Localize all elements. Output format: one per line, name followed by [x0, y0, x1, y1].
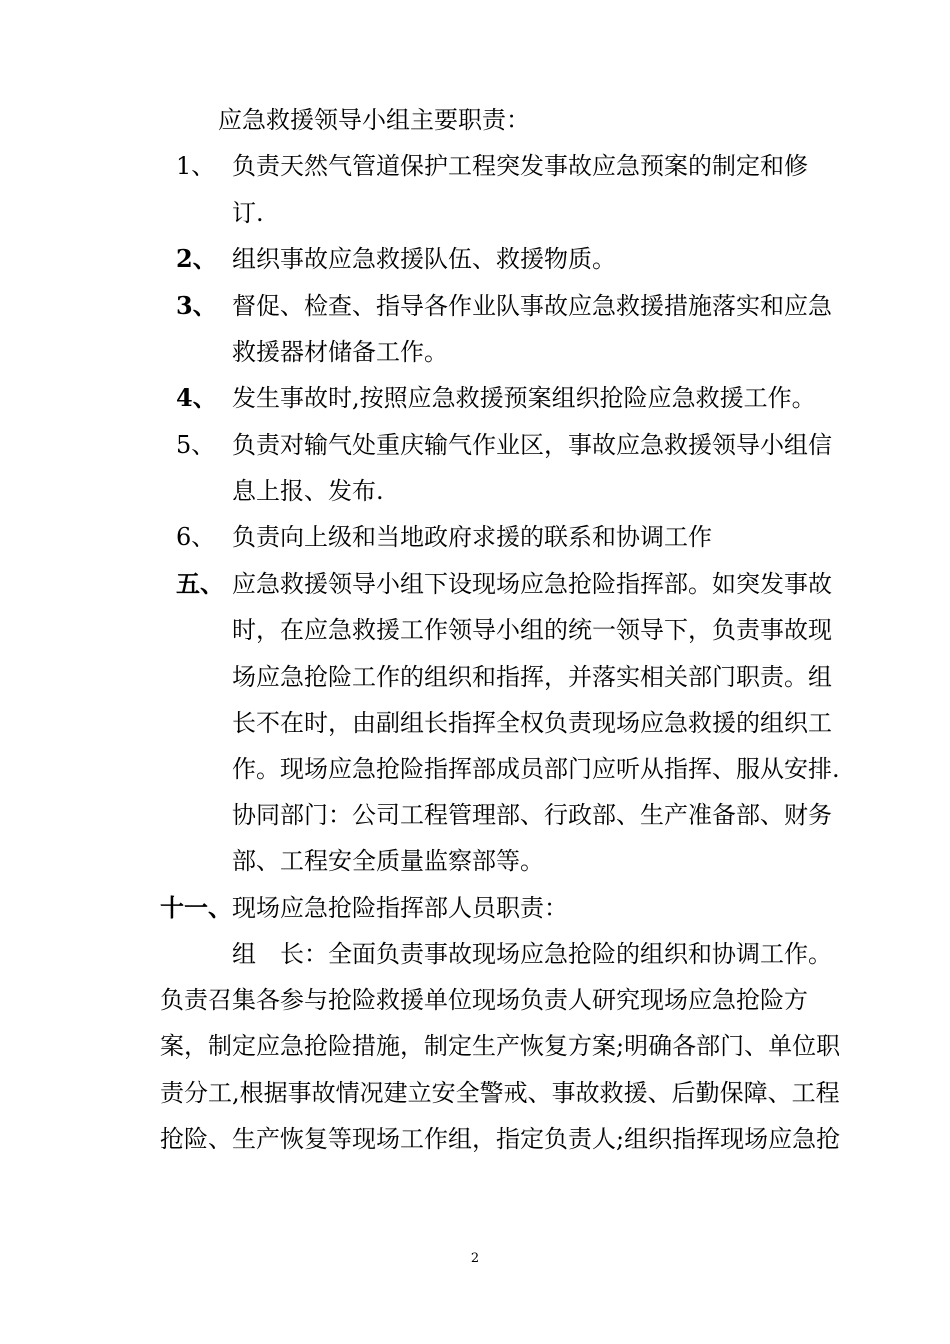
section-line: 作。现场应急抢险指挥部成员部门应听从指挥、服从安排.	[232, 755, 840, 783]
page-number: 2	[470, 1251, 480, 1266]
section-number: 十一、	[160, 893, 232, 922]
list-number: 6、	[176, 523, 216, 551]
list-item-line: 负责天然气管道保护工程突发事故应急预案的制定和修	[232, 152, 808, 180]
paragraph-line: 组 长：全面负责事故现场应急抢险的组织和协调工作。	[232, 940, 832, 968]
list-item-line: 督促、检查、指导各作业队事故应急救援措施落实和应急	[232, 292, 832, 320]
section-title: 现场应急抢险指挥部人员职责：	[232, 894, 568, 922]
list-number: 1、	[176, 152, 216, 180]
section-line: 协同部门：公司工程管理部、行政部、生产准备部、财务	[232, 801, 832, 829]
paragraph-line: 责分工,根据事故情况建立安全警戒、事故救援、后勤保障、工程	[160, 1079, 840, 1107]
list-item-line: 组织事故应急救援队伍、救援物质。	[232, 245, 616, 273]
paragraph-line: 抢险、生产恢复等现场工作组，指定负责人;组织指挥现场应急抢	[160, 1125, 841, 1153]
list-number: 4、	[176, 383, 217, 412]
list-item-line: 负责向上级和当地政府求援的联系和协调工作	[232, 523, 712, 551]
section-line: 时，在应急救援工作领导小组的统一领导下，负责事故现	[232, 616, 832, 644]
list-number: 5、	[176, 431, 216, 459]
list-item-line: 负责对输气处重庆输气作业区，事故应急救援领导小组信	[232, 431, 832, 459]
list-number: 2、	[176, 244, 217, 273]
paragraph-line: 负责召集各参与抢险救援单位现场负责人研究现场应急抢险方	[160, 986, 808, 1014]
list-number: 3、	[176, 291, 217, 320]
section-line: 部、工程安全质量监察部等。	[232, 847, 544, 875]
heading: 应急救援领导小组主要职责：	[218, 106, 530, 134]
list-item-line: 发生事故时,按照应急救援预案组织抢险应急救援工作。	[232, 384, 816, 412]
list-item-line: 息上报、发布.	[232, 477, 384, 505]
list-item-line: 救援器材储备工作。	[232, 338, 448, 366]
list-item-line: 订.	[232, 199, 264, 227]
paragraph-line: 案，制定应急抢险措施，制定生产恢复方案;明确各部门、单位职	[160, 1032, 841, 1060]
section-line: 应急救援领导小组下设现场应急抢险指挥部。如突发事故	[232, 570, 832, 598]
section-line: 长不在时，由副组长指挥全权负责现场应急救援的组织工	[232, 709, 832, 737]
section-line: 场应急抢险工作的组织和指挥，并落实相关部门职责。组	[232, 663, 832, 691]
section-number: 五、	[176, 569, 224, 598]
